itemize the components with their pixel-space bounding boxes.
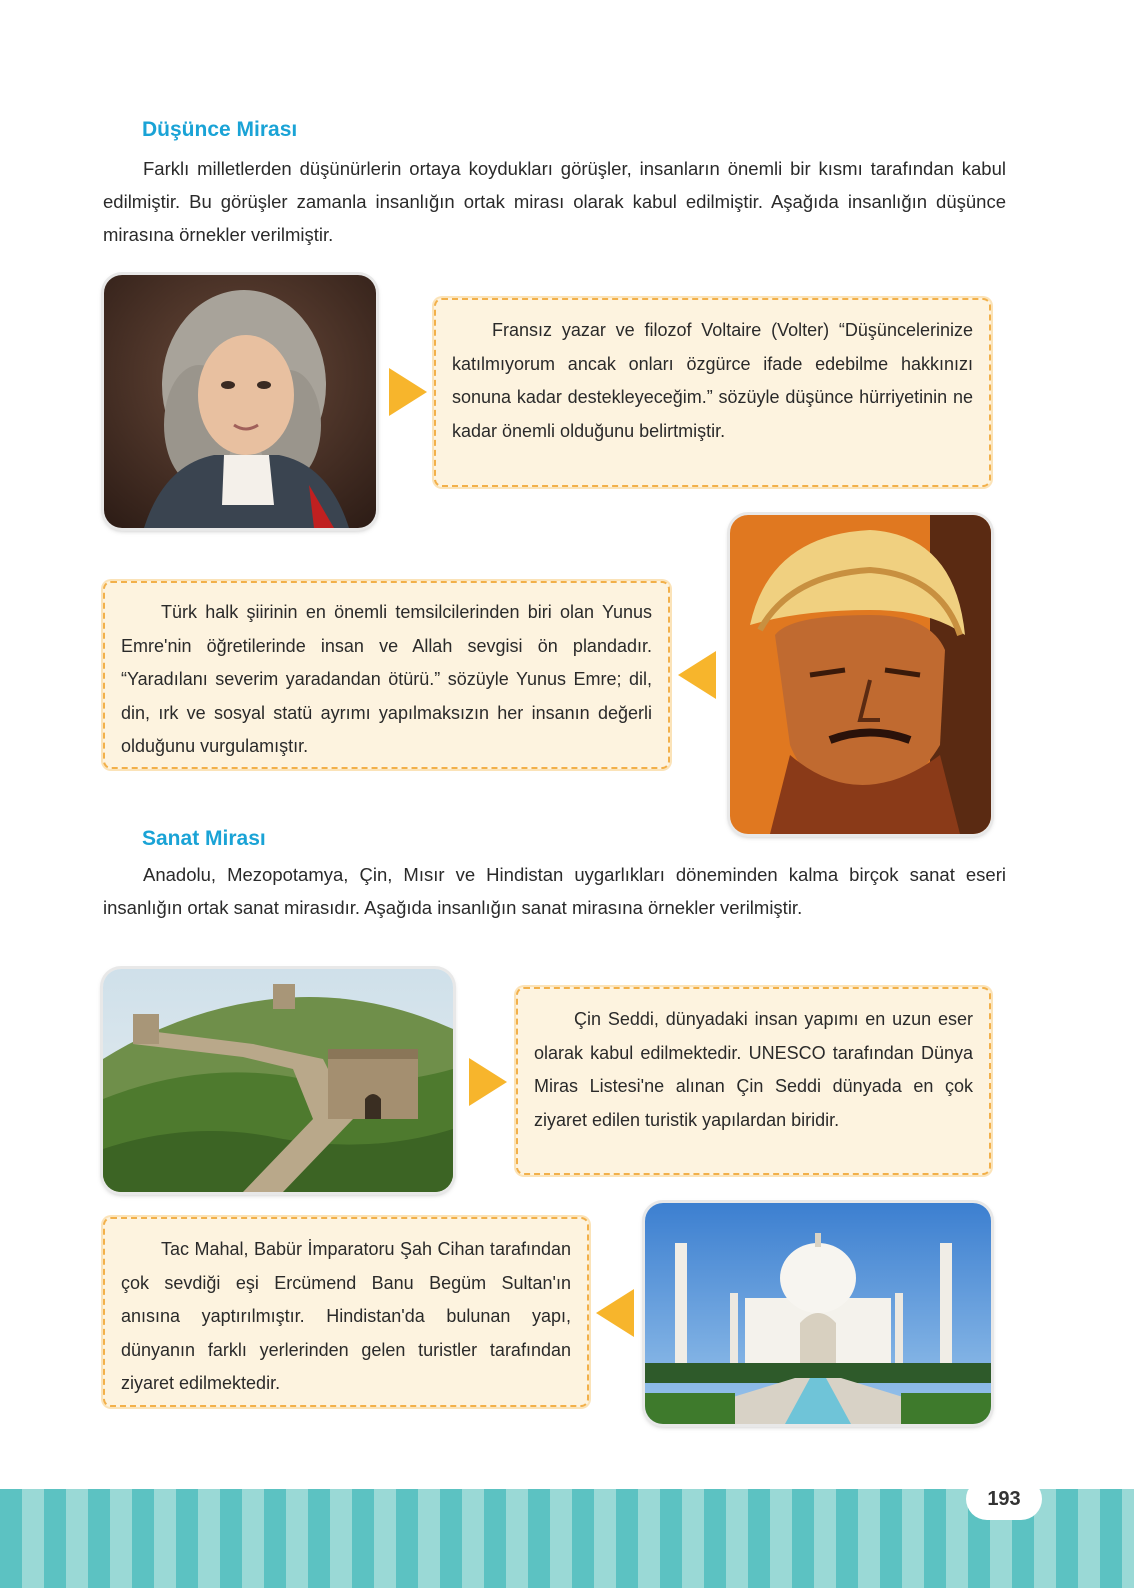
taj-mahal-info-text: Tac Mahal, Babür İmparatoru Şah Cihan tarafından çok sevdiği eşi Ercümend Banu Begüm Sultan'ın anısına yaptırılmıştır. Hindistan'da bulunan yapı, dünyanın farklı yerlerinden gelen turistler tarafından ziyaret edilmektedir. (121, 1239, 571, 1393)
great-wall-info-text: Çin Seddi, dünyadaki insan yapımı en uzun eser olarak kabul edilmektedir. UNESCO tarafından Dünya Miras Listesi'ne alınan Çin Seddi dünyada en çok ziyaret edilen turistik yapılardan biridir. (534, 1009, 973, 1130)
section-title-art-heritage: Sanat Mirası (142, 827, 266, 850)
taj-mahal-photo-image (645, 1203, 991, 1424)
yunus-emre-info-box (103, 581, 670, 769)
page-footer-stripes (0, 1489, 1134, 1588)
taj-mahal-info-box (103, 1217, 589, 1407)
page-number: 193 (966, 1478, 1042, 1520)
voltaire-info-box (434, 298, 991, 487)
great-wall-info-box (516, 987, 991, 1175)
pointer-arrow-left-icon (678, 651, 716, 699)
voltaire-portrait-image (104, 275, 376, 528)
yunus-emre-info-text: Türk halk şiirinin en önemli temsilcilerinden biri olan Yunus Emre'nin öğretilerinde insan ve Allah sevgisi ön plandadır. “Yaradılanı severim yaradandan ötürü.” sözüyle Yunus Emre; dil, din, ırk ve sosyal statü ayrımı yapılmaksızın her insanın değerli olduğunu vurgulamıştır. (121, 602, 652, 756)
voltaire-info-text: Fransız yazar ve filozof Voltaire (Volter) “Düşüncelerinize katılmıyorum ancak onları özgürce ifade edebilme hakkınızı sonuna kadar destekleyeceğim.” sözüyle düşünce hürriyetinin ne kadar önemli olduğunu belirtmiştir. (452, 320, 973, 441)
art-intro-paragraph: Anadolu, Mezopotamya, Çin, Mısır ve Hindistan uygarlıkları döneminden kalma birçok sanat eseri insanlığın ortak sanat mirasıdır. Aşağıda insanlığın sanat mirasına örnekler verilmiştir. (103, 864, 1006, 918)
pointer-arrow-right-icon (469, 1058, 507, 1106)
great-wall-photo-image (103, 969, 453, 1192)
yunus-emre-painting-image (730, 515, 991, 834)
thought-intro-paragraph: Farklı milletlerden düşünürlerin ortaya koydukları görüşler, insanların önemli bir kısmı tarafından kabul edilmiştir. Bu görüşler zamanla insanlığın ortak mirası olarak kabul edilmiştir. Aşağıda insanlığın düşünce mirasına örnekler verilmiştir. (103, 158, 1006, 245)
pointer-arrow-right-icon (389, 368, 427, 416)
pointer-arrow-left-icon (596, 1289, 634, 1337)
section-title-thought-heritage: Düşünce Mirası (142, 118, 298, 141)
